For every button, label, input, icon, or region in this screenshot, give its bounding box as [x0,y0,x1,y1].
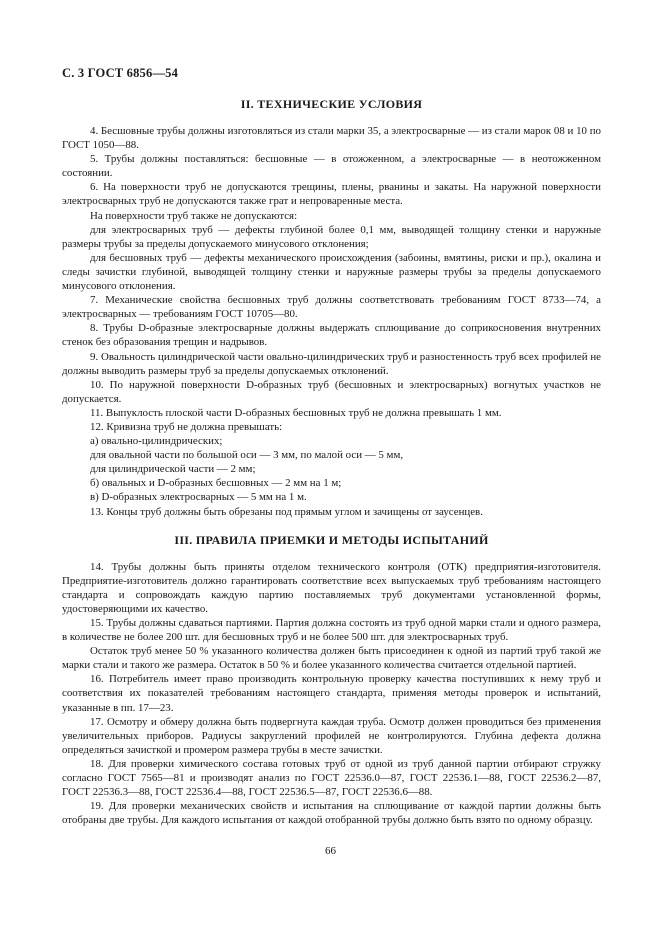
list-item: для цилиндрической части — 2 мм; [90,463,256,476]
paragraph-15: 15. Трубы должны сдаваться партиями. Партия должна состоять из труб одной марки стали и одного размера, в количестве не более 200 шт. для бесшовных труб и не более 500 шт. для электросварных труб. [62,617,601,644]
paragraph-13: 13. Концы труб должны быть обрезаны под прямым углом и зачищены от заусенцев. [90,505,483,518]
page-number: 66 [325,845,336,857]
paragraph-14: 14. Трубы должны быть приняты отделом технического контроля (ОТК) предприятия-изготовителя. Предприятие-изготовитель должно гарантировать соответствие всех выпускаемых труб требованиям настоящего стандарта и сопровождать каждую партию поставляемых труб документами установленной формы, удостоверяющими их качество. [62,560,601,615]
paragraph-8: 8. Трубы D-образные электросварные должны выдержать сплющивание до соприкосновения внутренних стенок без образования трещин и надрывов. [62,322,601,349]
paragraph-4: 4. Бесшовные трубы должны изготовляться из стали марки 35, а электросварные — из стали марок 08 и 10 по ГОСТ 1050—88. [62,125,601,152]
paragraph-18: 18. Для проверки химического состава готовых труб от одной из труб данной партии отбирают стружку согласно ГОСТ 7565—81 и производят анализ по ГОСТ 22536.0—87, ГОСТ 22536.1—88, ГОСТ 22536.2—87, ГОСТ 22536.3—88, ГОСТ 22536.4—88, ГОСТ 22536.5—87, ГОСТ 22536.6—88. [62,757,601,799]
paragraph-6-electrowelded: для электросварных труб — дефекты глубиной более 0,1 мм, выводящей толщину стенки и наружные размеры трубы за пределы допускаемого минусового отклонения; [62,223,601,250]
paragraph-6: 6. На поверхности труб не допускаются трещины, плены, рванины и закаты. На наружной поверхности электросварных труб не допускаются также грат и непроваренные места. [62,181,601,208]
paragraph-6-intro: На поверхности труб также не допускаются: [90,209,298,222]
list-item: а) овально-цилиндрических; [90,435,223,448]
list-item: б) овальных и D-образных бесшовных — 2 мм на 1 м; [90,477,342,490]
paragraph-6-seamless: для бесшовных труб — дефекты механического происхождения (забоины, вмятины, риски и пр.), окалина и следы зачистки глубиной, выводящей толщину стенки и наружные размеры трубы за пределы допускаемого минусового отклонения. [62,251,601,293]
paragraph-17: 17. Осмотру и обмеру должна быть подвергнута каждая труба. Осмотр должен проводиться без применения увеличительных приборов. Радиусы закруглений профилей не контролируются. Глубина дефекта должна определяться зачисткой и промером размера трубы в месте зачистки. [62,715,601,756]
section-3-title: III. ПРАВИЛА ПРИЕМКИ И МЕТОДЫ ИСПЫТАНИЙ [174,532,489,547]
paragraph-15-remainder: Остаток труб менее 50 % указанного количества должен быть присоединен к одной из партий труб такой же марки стали и такого же размера. Остаток в 50 % и более указанного количества считается отдельной партией. [62,645,601,672]
paragraph-19: 19. Для проверки механических свойств и испытания на сплющивание от каждой партии должны быть отобраны две трубы. Для каждого испытания от каждой отобранной трубы должно быть взято по одному образцу. [62,800,601,827]
page-header: С. 3 ГОСТ 6856—54 [62,66,179,80]
section-3-body [62,560,601,828]
list-item: в) D-образных электросварных — 5 мм на 1 м. [90,491,307,504]
section-2-title: II. ТЕХНИЧЕСКИЕ УСЛОВИЯ [240,97,423,111]
paragraph-5: 5. Трубы должны поставляться: бесшовные — в отожженном, а электросварные — в неотожженном состоянии. [62,153,601,180]
paragraph-12: 12. Кривизна труб не должна превышать: [90,420,283,433]
paragraph-7: 7. Механические свойства бесшовных труб должны соответствовать требованиям ГОСТ 8733—74, а электросварных — требованиям ГОСТ 10705—80. [62,294,601,321]
list-item: для овальной части по большой оси — 3 мм, по малой оси — 5 мм, [90,449,404,462]
paragraph-10: 10. По наружной поверхности D-образных труб (бесшовных и электросварных) вогнутых участков не допускается. [62,378,601,405]
paragraph-16: 16. Потребитель имеет право производить контрольную проверку качества поступивших к нему труб и соответствия их показателей требованиям настоящего стандарта, применяя методы проверок и испытаний, указанные в пп. 17—23. [62,673,601,714]
section-2-body [62,124,601,519]
paragraph-9: 9. Овальность цилиндрической части овально-цилиндрических труб и разностенность труб всех профилей не должны выводить размеры труб за пределы допускаемых отклонений. [62,350,601,377]
paragraph-11: 11. Выпуклость плоской части D-образных бесшовных труб не должна превышать 1 мм. [90,406,502,419]
